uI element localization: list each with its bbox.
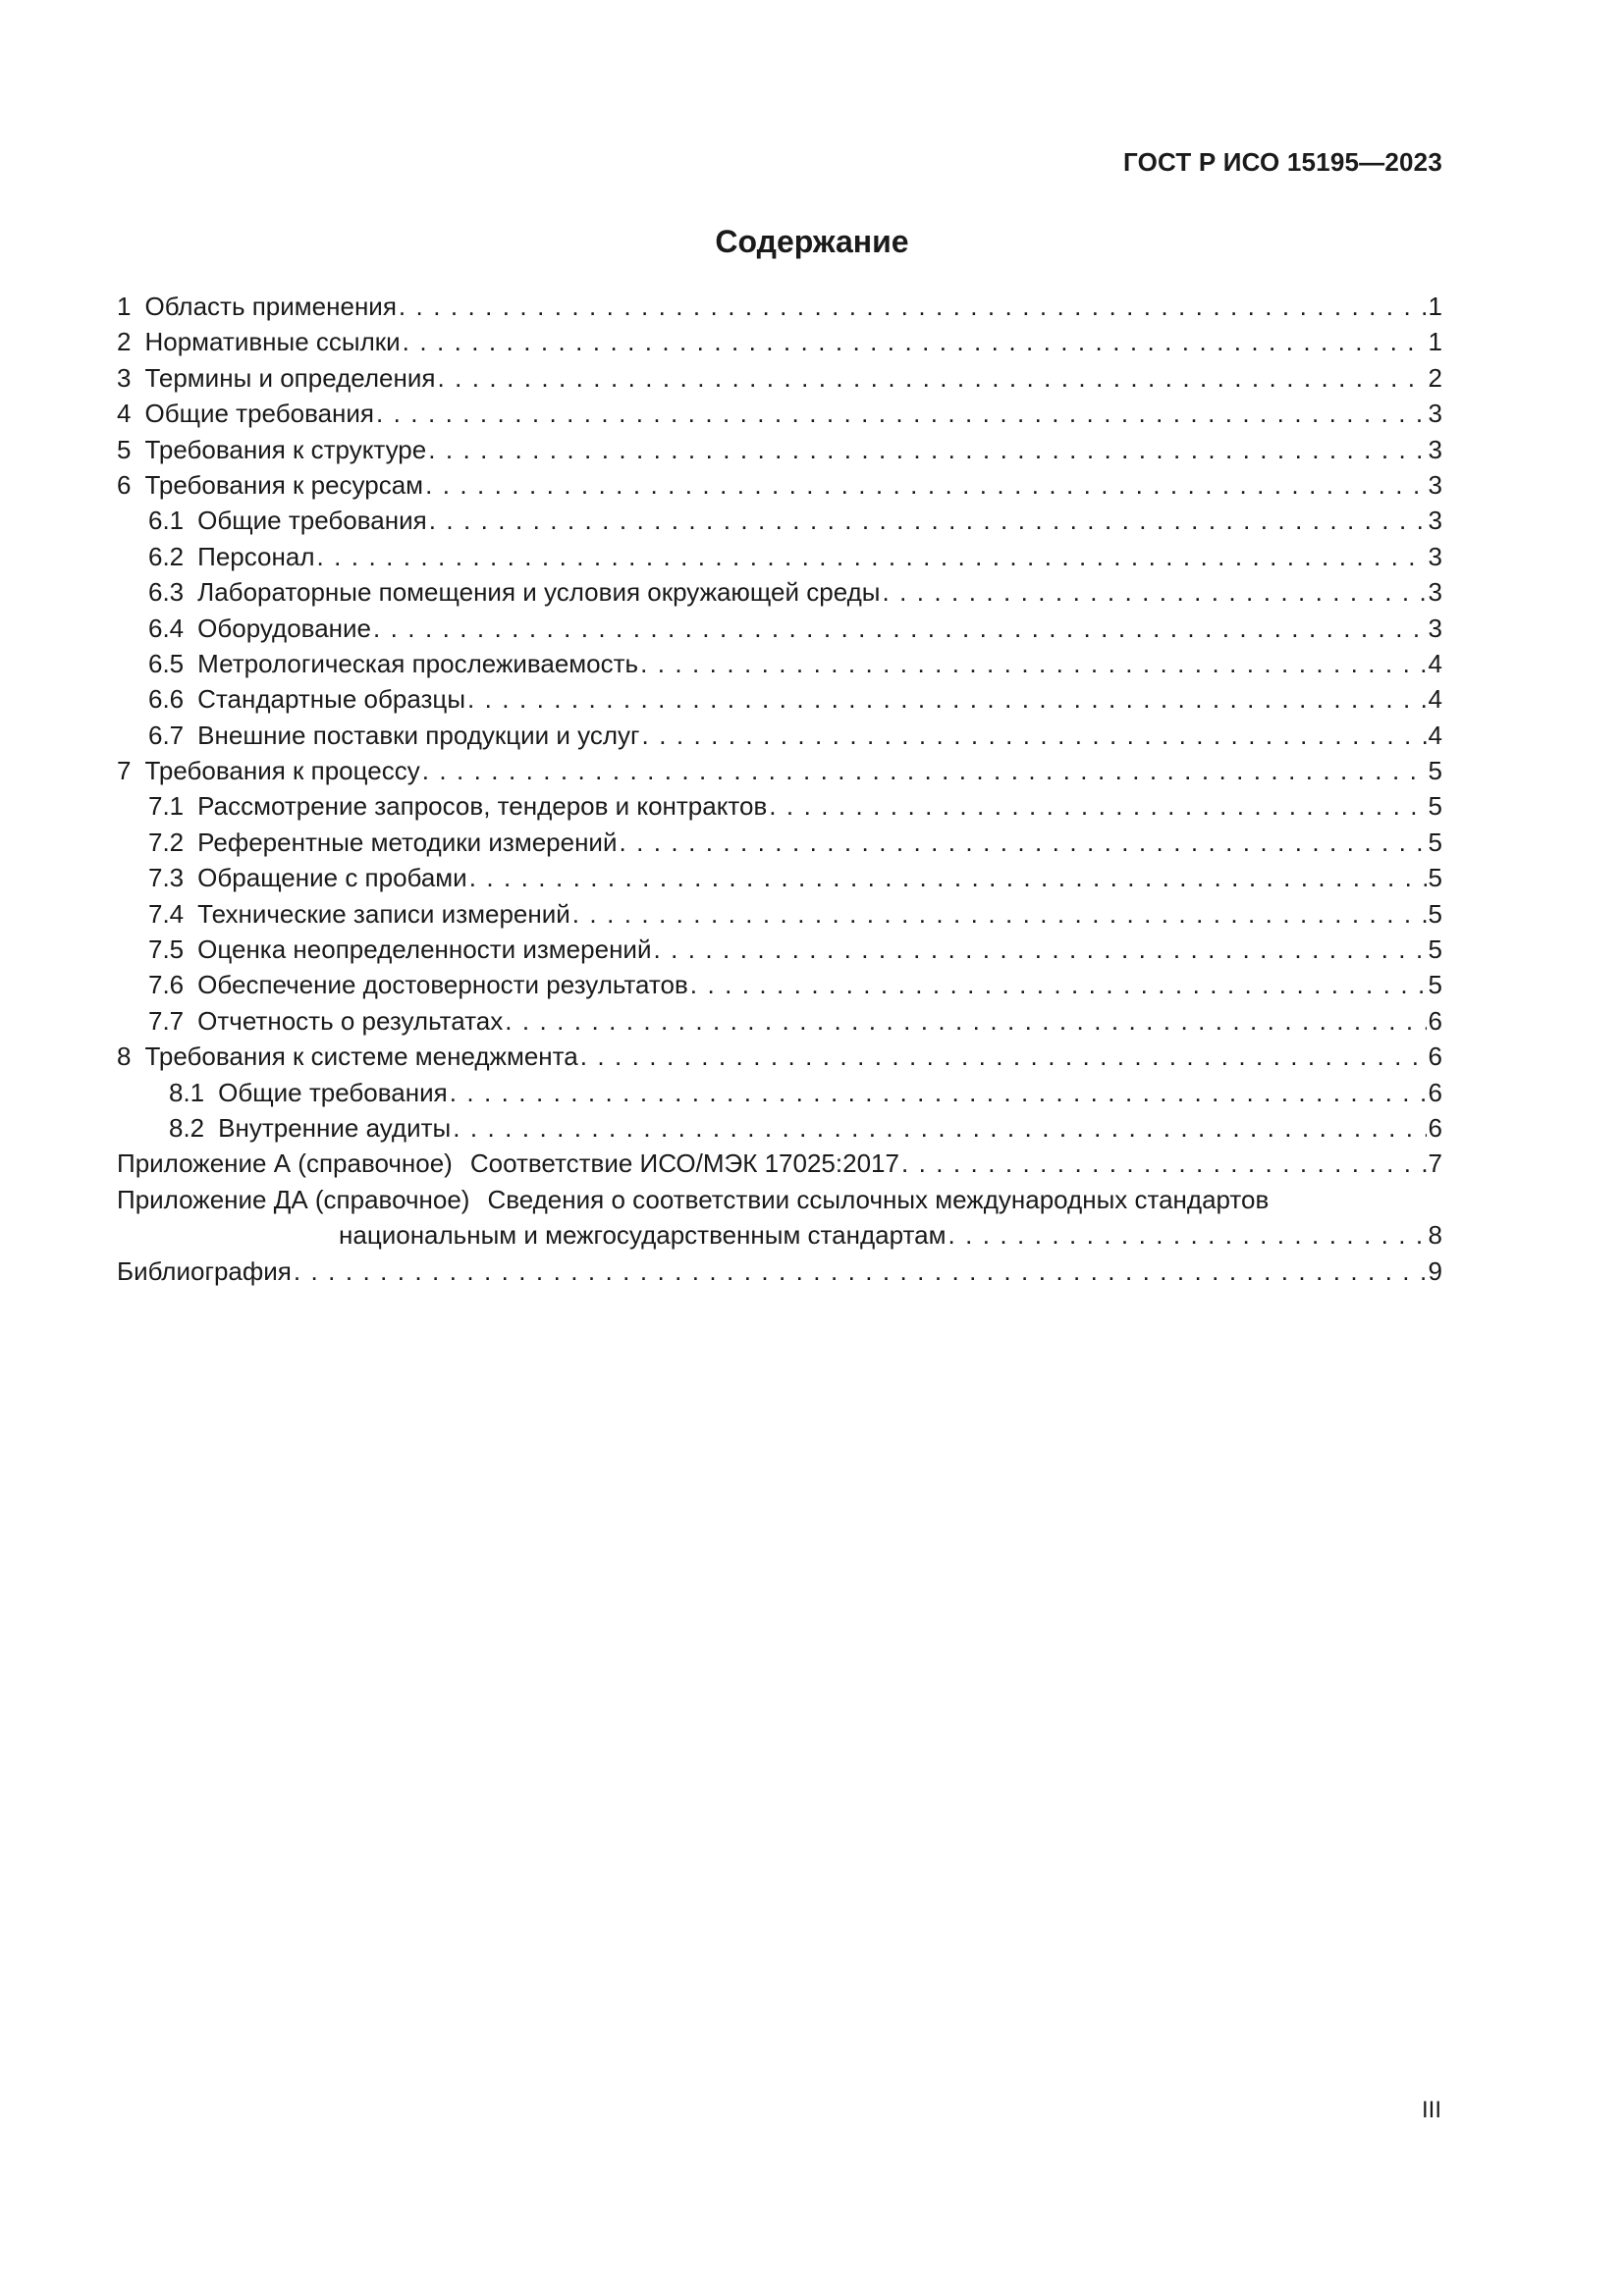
toc-entry-page: 3 [1428,577,1442,608]
toc-subentry[interactable] [117,503,1442,538]
toc-subentry[interactable] [117,860,1442,895]
toc-entry-label: Отчетность о результатах [197,1005,504,1036]
dot-leader [901,1146,1427,1181]
toc-entry-number: 6.4 [148,613,185,643]
toc-entry-page: 5 [1428,863,1442,893]
dot-leader [317,539,1427,574]
toc-entry-number: 7.6 [148,970,185,1000]
toc-subentry[interactable] [117,1003,1442,1039]
toc-entry-label: Требования к процессу [144,756,420,786]
toc-entry-number: 6.6 [148,684,185,715]
toc-entry-page: 2 [1428,362,1442,393]
toc-entry-page: 4 [1428,648,1442,678]
dot-leader [403,324,1427,359]
toc-entry-page: 3 [1428,434,1442,464]
dot-leader [376,396,1427,431]
dot-leader [642,718,1427,753]
toc-subentry[interactable] [117,681,1442,717]
toc-entry[interactable] [117,289,1442,324]
toc-entry-label: Требования к системе менеджмента [144,1041,578,1072]
toc-entry[interactable] [117,432,1442,467]
toc-entry[interactable] [117,1039,1442,1074]
toc-entry-number: 3 [117,362,132,393]
document-code: ГОСТ Р ИСО 15195—2023 [1122,147,1442,177]
toc-entry-label: Технические записи измерений [197,898,570,929]
appendix-label-continuation: национальным и межгосударственным стандартам [339,1220,947,1251]
toc-entry-page: 5 [1428,756,1442,786]
dot-leader [437,360,1426,396]
toc-entry-page: 3 [1428,506,1442,536]
toc-entry-number: 6.3 [148,577,185,608]
dot-leader [399,289,1427,324]
dot-leader [373,611,1427,646]
appendix-label: Соответствие ИСО/МЭК 17025:2017 [469,1148,899,1179]
toc-entry-number: 7.2 [148,827,185,857]
dot-leader [653,932,1426,967]
dot-leader [580,1039,1427,1074]
toc-entry-page: 1 [1428,327,1442,357]
toc-entry[interactable] [117,396,1442,431]
toc-entry-label: Метрологическая прослеживаемость [197,648,639,678]
toc-entry-number: 7.3 [148,863,185,893]
toc-entry-page: 3 [1428,541,1442,571]
toc-subentry[interactable] [117,574,1442,610]
toc-subentry[interactable] [117,539,1442,574]
dot-leader [467,681,1427,717]
toc-entry-number: 6.2 [148,541,185,571]
toc-entry-page: 7 [1428,1148,1442,1179]
toc-entry-page: 8 [1428,1220,1442,1251]
toc-entry[interactable] [117,467,1442,503]
toc-entry-number: 6.1 [148,506,185,536]
dot-leader [882,574,1426,610]
appendix-label: Сведения о соответствии ссылочных международных стандартов [487,1184,1270,1214]
toc-entry-page: 4 [1428,720,1442,750]
toc-entry-number: 7.5 [148,934,185,965]
toc-entry-number: 5 [117,434,132,464]
toc-subentry[interactable] [117,1110,1442,1146]
dot-leader [422,753,1427,788]
toc-entry-page: 4 [1428,684,1442,715]
toc-entry-number: 7 [117,756,132,786]
toc-entry-number: 6 [117,469,132,500]
toc-entry-number: 7.7 [148,1005,185,1036]
toc-entry-label: Обращение с пробами [197,863,467,893]
toc-subentry[interactable] [117,611,1442,646]
toc-entry-label: Персонал [197,541,315,571]
toc-entry-page: 6 [1428,1005,1442,1036]
toc-entry-page: 6 [1428,1112,1442,1143]
toc-title: Содержание [715,224,909,259]
toc-subentry[interactable] [117,718,1442,753]
toc-entry-number: 8.1 [169,1077,205,1107]
toc-subentry[interactable] [117,967,1442,1002]
toc-entry-label: Оборудование [197,613,371,643]
toc-entry-label: Общие требования [197,506,427,536]
dot-leader [572,896,1427,932]
appendix-tag: Приложение А (справочное) [117,1148,453,1179]
toc-entry-number: 2 [117,327,132,357]
dot-leader [453,1110,1426,1146]
toc-entry-page: 3 [1428,399,1442,429]
toc-entry-page: 3 [1428,469,1442,500]
toc-entry-page: 3 [1428,613,1442,643]
toc-entry-page: 5 [1428,898,1442,929]
toc-entry-label: Обеспечение достоверности результатов [197,970,688,1000]
toc-entry-label: Лабораторные помещения и условия окружающей среды [197,577,881,608]
toc-entry-label: Нормативные ссылки [144,327,401,357]
toc-entry-number: 8.2 [169,1112,205,1143]
dot-leader [428,432,1426,467]
toc-entry-label: Референтные методики измерений [197,827,618,857]
toc-entry-number: 7.1 [148,791,185,822]
toc-subentry[interactable] [117,646,1442,681]
toc-bibliography-entry[interactable] [117,1254,1442,1289]
toc-entry-page: 6 [1428,1077,1442,1107]
toc-entry[interactable] [117,753,1442,788]
appendix-tag: Приложение ДА (справочное) [117,1184,470,1214]
dot-leader [640,646,1426,681]
toc-appendix-entry[interactable] [117,1146,1442,1181]
toc-entry-label: Требования к ресурсам [144,469,424,500]
toc-subentry[interactable] [117,825,1442,860]
toc-entry-page: 5 [1428,791,1442,822]
toc-entry-page: 5 [1428,970,1442,1000]
toc-entry-label: Требования к структуре [144,434,427,464]
toc-entry-label: Область применения [144,292,397,321]
dot-leader [469,860,1427,895]
toc-entry-page: 9 [1428,1255,1442,1286]
toc-entry-label: Оценка неопределенности измерений [197,934,652,965]
toc-subentry[interactable] [117,788,1442,824]
toc-entry-number: 1 [117,292,132,321]
dot-leader [947,1217,1426,1253]
toc-entry-number: 6.7 [148,720,185,750]
toc-entry-page: 5 [1428,934,1442,965]
toc-subentry[interactable] [117,932,1442,967]
toc-entry-label: Внутренние аудиты [218,1112,452,1143]
dot-leader [429,503,1427,538]
toc-appendix-entry[interactable] [117,1182,1442,1217]
dot-leader [690,967,1427,1002]
dot-leader [450,1075,1427,1110]
toc-entry-label: Общие требования [218,1077,448,1107]
dot-leader [425,467,1426,503]
toc-subentry[interactable] [117,1075,1442,1110]
toc-entry-page: 1 [1428,292,1442,321]
dot-leader [619,825,1426,860]
toc-entry[interactable] [117,324,1442,359]
toc-appendix-entry-continuation[interactable] [117,1217,1442,1253]
toc-entry-label: Рассмотрение запросов, тендеров и контрактов [197,791,768,822]
toc-entry-label: Общие требования [144,399,375,429]
dot-leader [505,1003,1426,1039]
toc-entry-page: 6 [1428,1041,1442,1072]
bibliography-label: Библиография [117,1255,292,1286]
toc-entry-label: Внешние поставки продукции и услуг [197,720,640,750]
table-of-contents [117,289,1442,1289]
toc-subentry[interactable] [117,896,1442,932]
toc-entry-number: 7.4 [148,898,185,929]
toc-entry-number: 6.5 [148,648,185,678]
toc-entry-label: Термины и определения [144,362,436,393]
toc-entry[interactable] [117,360,1442,396]
toc-entry-label: Стандартные образцы [197,684,466,715]
dot-leader [294,1254,1427,1289]
dot-leader [769,788,1426,824]
page-number: III [1421,2097,1441,2123]
toc-entry-number: 8 [117,1041,132,1072]
toc-entry-page: 5 [1428,827,1442,857]
toc-entry-number: 4 [117,399,132,429]
